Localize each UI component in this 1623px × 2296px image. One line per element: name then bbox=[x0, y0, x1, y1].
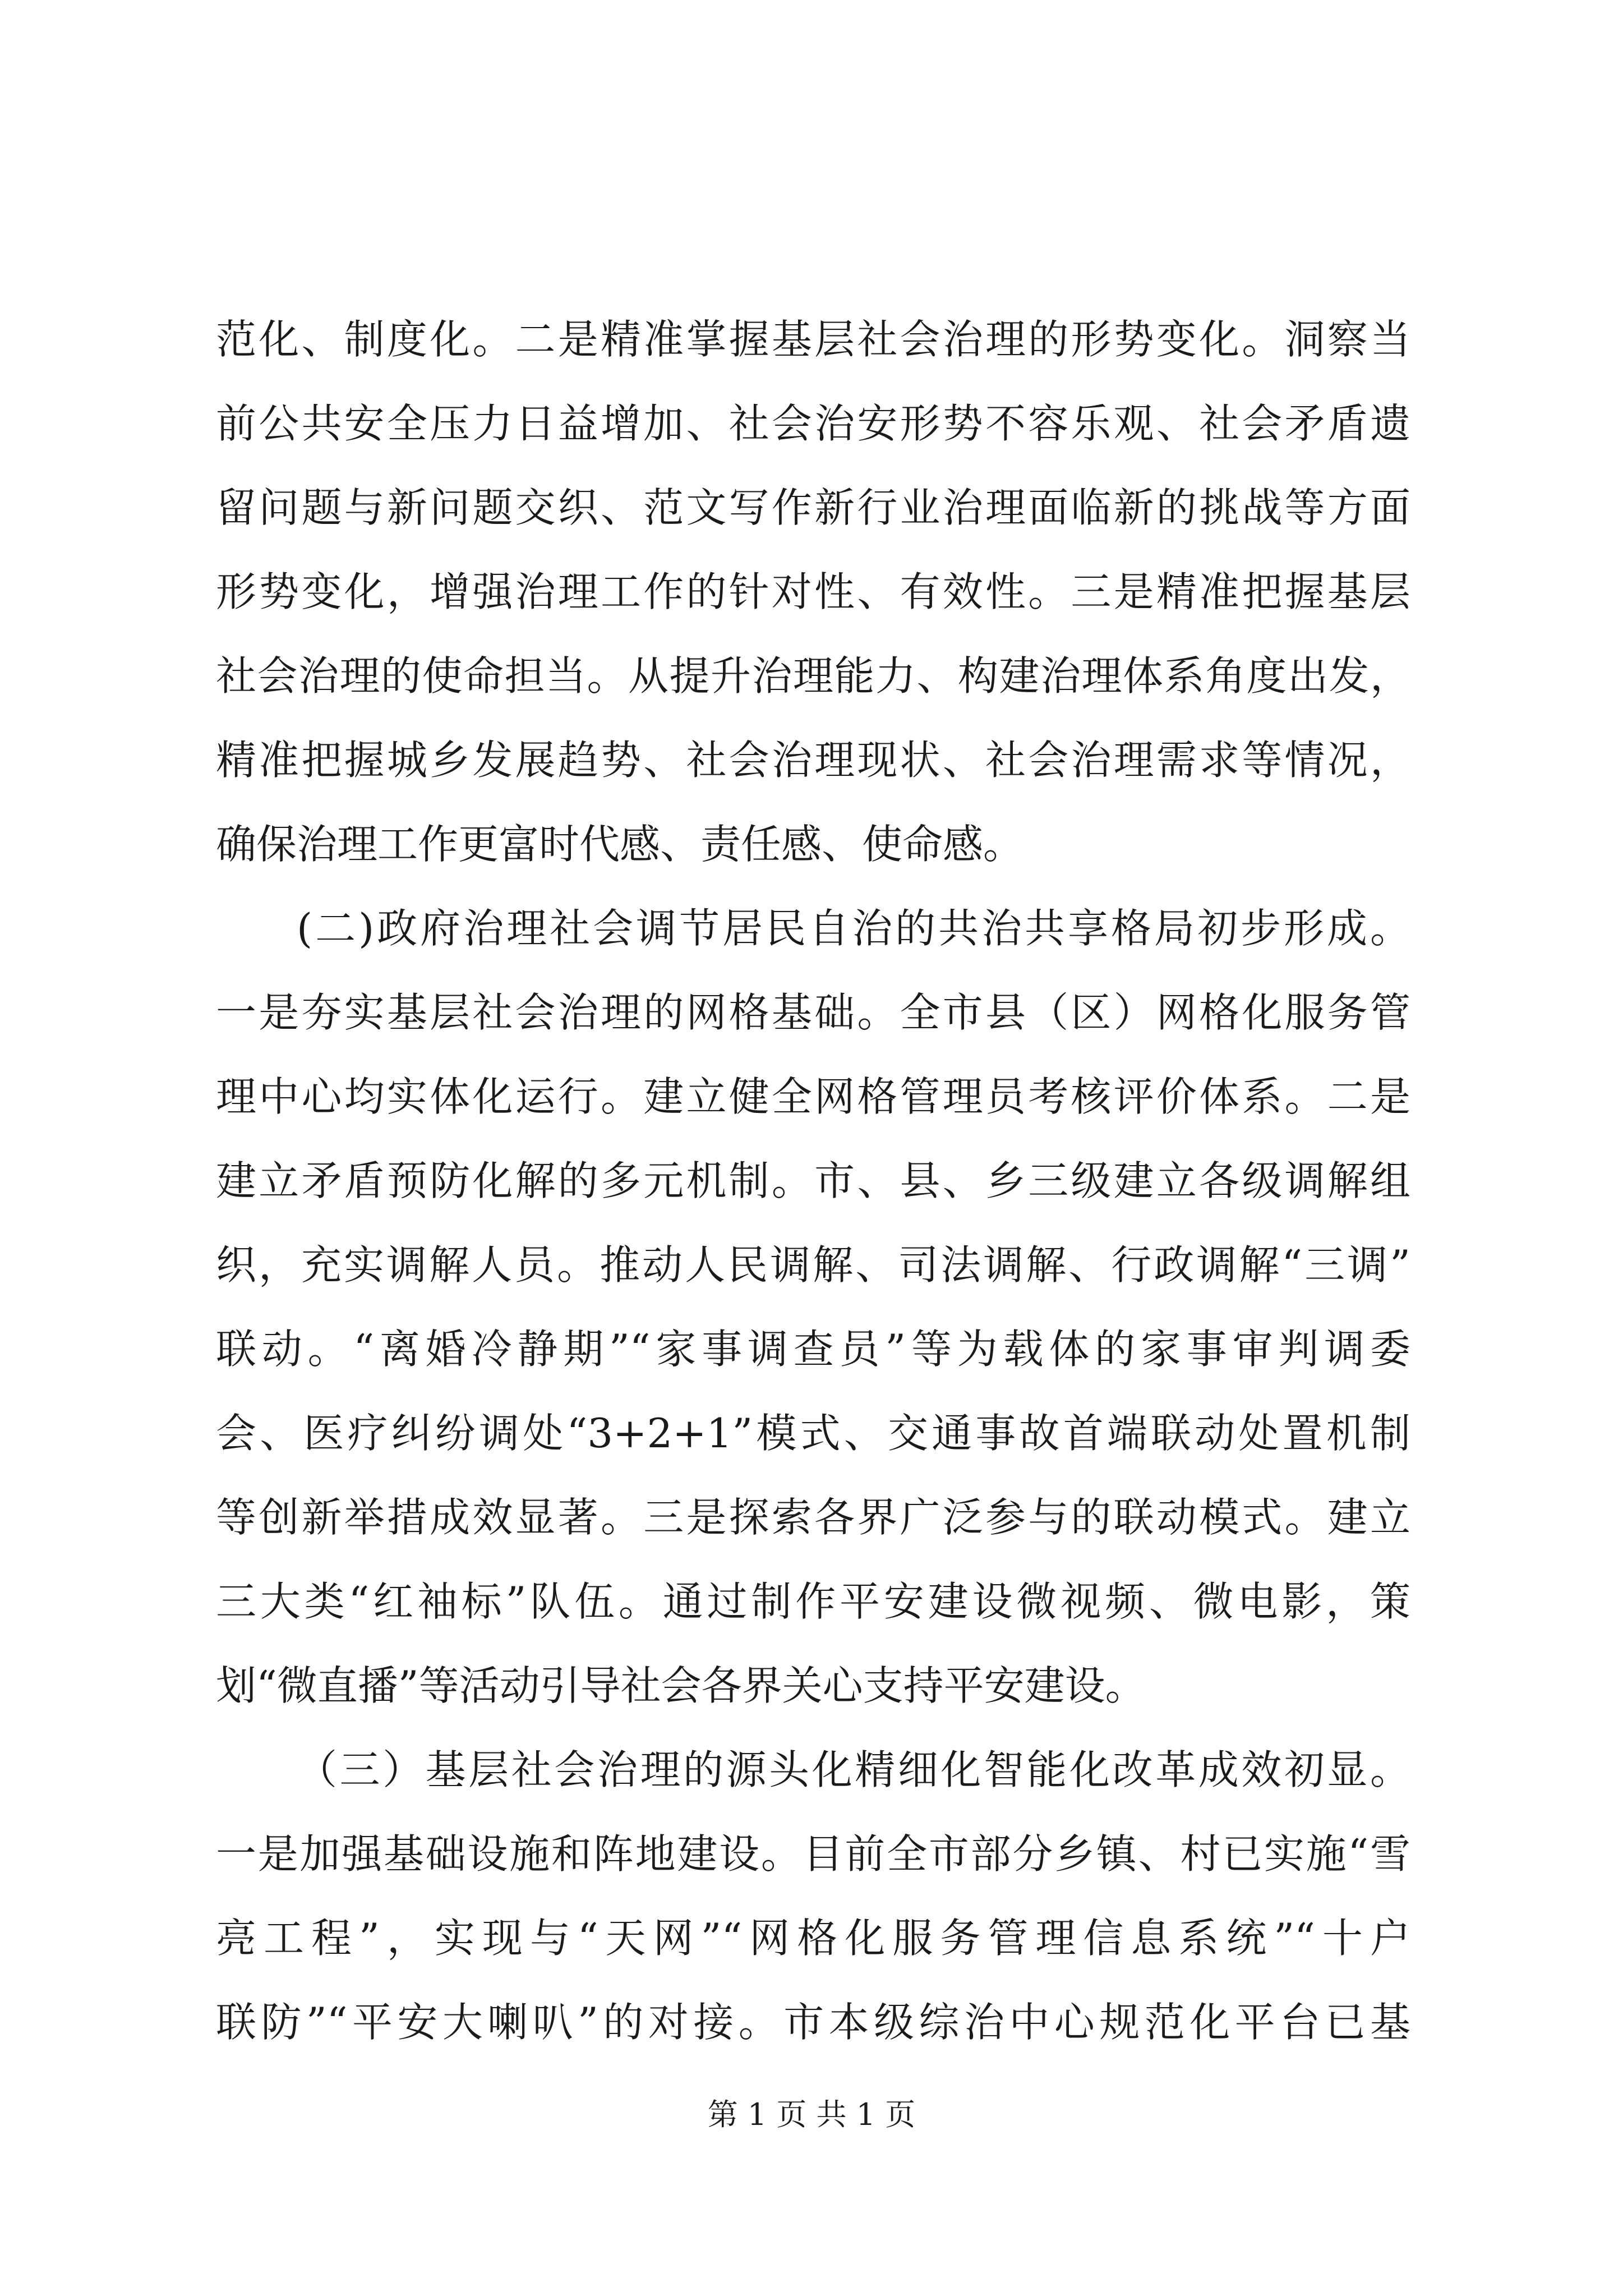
text-line: 织，充实调解人员。推动人民调解、司法调解、行政调解“三调” bbox=[216, 1241, 1410, 1289]
text-line: 建立矛盾预防化解的多元机制。市、县、乡三级建立各级调解组 bbox=[216, 1157, 1410, 1204]
text-line: 联动。“离婚冷静期”“家事调查员”等为载体的家事审判调委 bbox=[216, 1326, 1410, 1373]
text-line: 亮工程”，实现与“天网”“网格化服务管理信息系统”“十户 bbox=[216, 1915, 1410, 1962]
text-line: 理中心均实体化运行。建立健全网格管理员考核评价体系。二是 bbox=[216, 1073, 1410, 1120]
section-heading-line: （三）基层社会治理的源头化精细化智能化改革成效初显。 bbox=[297, 1746, 1410, 1793]
text-line: 会、医疗纠纷调处“3+2+1”模式、交通事故首端联动处置机制 bbox=[216, 1410, 1410, 1457]
text-line: 一是加强基础设施和阵地建设。目前全市部分乡镇、村已实施“雪 bbox=[216, 1830, 1410, 1878]
text-line: 范化、制度化。二是精准掌握基层社会治理的形势变化。洞察当 bbox=[216, 316, 1410, 363]
text-line: 社会治理的使命担当。从提升治理能力、构建治理体系角度出发， bbox=[216, 652, 1410, 700]
section-heading-line: (二)政府治理社会调节居民自治的共治共享格局初步形成。 bbox=[297, 905, 1410, 952]
text-line: 划“微直播”等活动引导社会各界关心支持平安建设。 bbox=[216, 1662, 1146, 1709]
text-line: 形势变化，增强治理工作的针对性、有效性。三是精准把握基层 bbox=[216, 568, 1410, 615]
text-line: 联防”“平安大喇叭”的对接。市本级综治中心规范化平台已基 bbox=[216, 1999, 1410, 2046]
page-number-footer: 第 1 页 共 1 页 bbox=[707, 2097, 916, 2132]
text-line: 确保治理工作更富时代感、责任感、使命感。 bbox=[216, 821, 1024, 868]
text-line: 前公共安全压力日益增加、社会治安形势不容乐观、社会矛盾遗 bbox=[216, 400, 1410, 447]
text-line: 留问题与新问题交织、范文写作新行业治理面临新的挑战等方面 bbox=[216, 484, 1410, 531]
document-body bbox=[216, 297, 1410, 2064]
text-line: 三大类“红袖标”队伍。通过制作平安建设微视频、微电影，策 bbox=[216, 1578, 1410, 1625]
text-line: 等创新举措成效显著。三是探索各界广泛参与的联动模式。建立 bbox=[216, 1494, 1410, 1541]
text-line: 一是夯实基层社会治理的网格基础。全市县（区）网格化服务管 bbox=[216, 989, 1410, 1036]
text-line: 精准把握城乡发展趋势、社会治理现状、社会治理需求等情况， bbox=[216, 737, 1410, 784]
